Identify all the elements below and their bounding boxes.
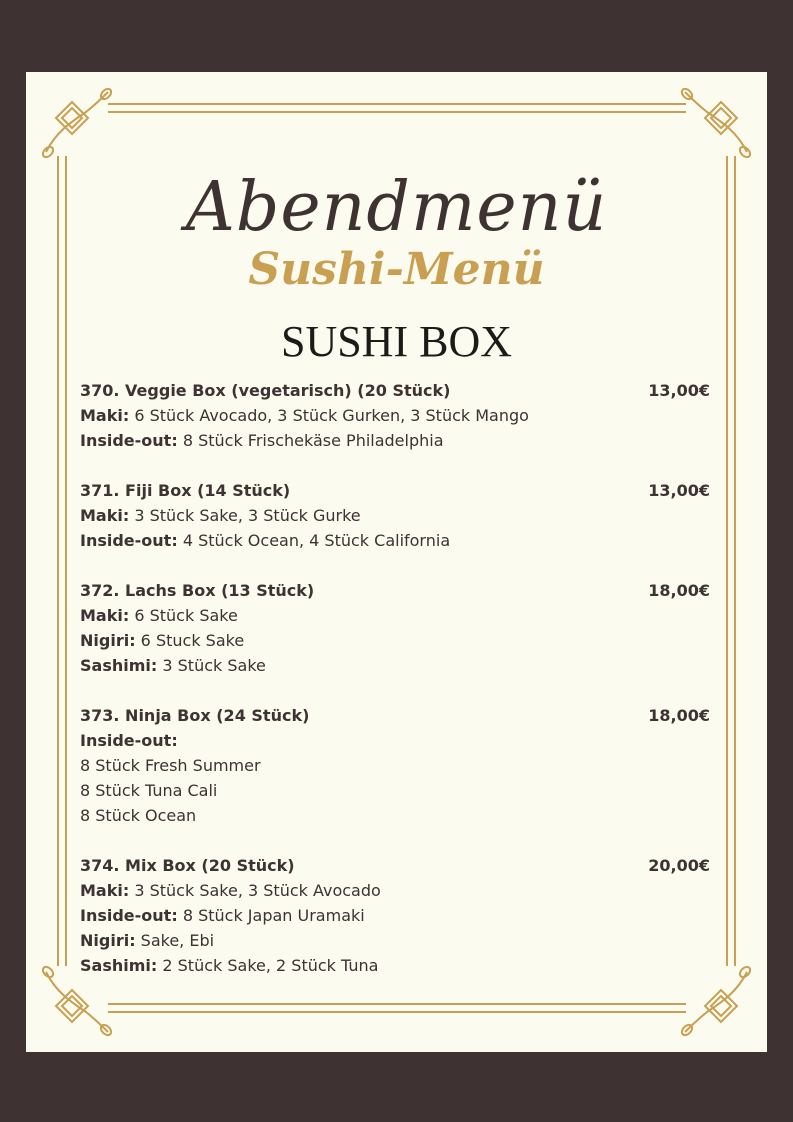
menu-item-line bbox=[80, 503, 710, 528]
menu-item-line-text: 3 Stück Sake, 3 Stück Avocado bbox=[129, 881, 381, 900]
menu-item-line bbox=[80, 753, 710, 778]
menu-item-line-label: Sashimi: bbox=[80, 656, 158, 675]
menu-item-price: 18,00€ bbox=[648, 706, 710, 725]
menu-item-line bbox=[80, 803, 710, 828]
menu-item-line-label: Inside-out: bbox=[80, 531, 178, 550]
menu-item-line-label: Inside-out: bbox=[80, 431, 178, 450]
menu-item-line-label: Maki: bbox=[80, 606, 130, 625]
menu-item-header bbox=[80, 853, 710, 878]
menu-item-line bbox=[80, 528, 710, 553]
menu-item-line bbox=[80, 628, 710, 653]
menu-item-line-text: 8 Stück Frischekäse Philadelphia bbox=[177, 431, 444, 450]
menu-item-title: 373. Ninja Box (24 Stück) bbox=[80, 706, 310, 725]
menu-item-header bbox=[80, 703, 710, 728]
menu-item-title: 370. Veggie Box (vegetarisch) (20 Stück) bbox=[80, 381, 451, 400]
menu-item-line-label: Maki: bbox=[80, 506, 130, 525]
menu-item bbox=[80, 578, 710, 678]
menu-page bbox=[26, 72, 767, 1052]
menu-item-line-text: 8 Stück Fresh Summer bbox=[80, 756, 261, 775]
menu-item-line-text: 8 Stück Japan Uramaki bbox=[177, 906, 365, 925]
menu-item-title: 374. Mix Box (20 Stück) bbox=[80, 856, 295, 875]
menu-item-line-text: 2 Stück Sake, 2 Stück Tuna bbox=[157, 956, 379, 975]
menu-item-line-text: 6 Stück Sake bbox=[129, 606, 238, 625]
menu-item-price: 18,00€ bbox=[648, 581, 710, 600]
menu-item-line-text: 6 Stuck Sake bbox=[135, 631, 245, 650]
menu-item-line-label: Inside-out: bbox=[80, 731, 178, 750]
menu-item-line bbox=[80, 928, 710, 953]
menu-item-line-text: 8 Stück Ocean bbox=[80, 806, 197, 825]
menu-item-line-label: Maki: bbox=[80, 881, 130, 900]
section-title: SUSHI BOX bbox=[280, 317, 513, 366]
menu-item-line bbox=[80, 428, 710, 453]
menu-item bbox=[80, 853, 710, 978]
script-title: Abendmenü bbox=[185, 168, 608, 247]
menu-item-line-text: 8 Stück Tuna Cali bbox=[80, 781, 218, 800]
menu-item-line bbox=[80, 953, 710, 978]
menu-item-line-text: 6 Stück Avocado, 3 Stück Gurken, 3 Stück Mango bbox=[129, 406, 529, 425]
menu-item bbox=[80, 378, 710, 453]
menu-item-title: 372. Lachs Box (13 Stück) bbox=[80, 581, 315, 600]
menu-item-header bbox=[80, 578, 710, 603]
corner-ornament-top-left-icon bbox=[41, 87, 113, 159]
menu-item-price: 20,00€ bbox=[648, 856, 710, 875]
menu-item-line bbox=[80, 603, 710, 628]
menu-item-line bbox=[80, 653, 710, 678]
menu-item-line-text: Sake, Ebi bbox=[135, 931, 215, 950]
menu-item bbox=[80, 703, 710, 828]
menu-item-line-label: Inside-out: bbox=[80, 906, 178, 925]
menu-item-line bbox=[80, 403, 710, 428]
menu-item-line-label: Nigiri: bbox=[80, 931, 136, 950]
corner-ornament-top-right-icon bbox=[680, 87, 752, 159]
menu-item-line-text: 3 Stück Sake bbox=[157, 656, 266, 675]
menu-list bbox=[80, 378, 710, 1003]
menu-item-line-label: Nigiri: bbox=[80, 631, 136, 650]
menu-item-title: 371. Fiji Box (14 Stück) bbox=[80, 481, 291, 500]
menu-item bbox=[80, 478, 710, 553]
menu-item-price: 13,00€ bbox=[648, 481, 710, 500]
menu-item-price: 13,00€ bbox=[648, 381, 710, 400]
menu-item-header bbox=[80, 478, 710, 503]
menu-item-line-text: 4 Stück Ocean, 4 Stück California bbox=[177, 531, 451, 550]
sub-title: Sushi-Menü bbox=[248, 244, 545, 295]
menu-item-line bbox=[80, 728, 710, 753]
menu-item-line-label: Maki: bbox=[80, 406, 130, 425]
menu-item-line bbox=[80, 778, 710, 803]
menu-item-line-label: Sashimi: bbox=[80, 956, 158, 975]
menu-item-header bbox=[80, 378, 710, 403]
menu-item-line bbox=[80, 903, 710, 928]
menu-item-line bbox=[80, 878, 710, 903]
menu-item-line-text: 3 Stück Sake, 3 Stück Gurke bbox=[129, 506, 361, 525]
